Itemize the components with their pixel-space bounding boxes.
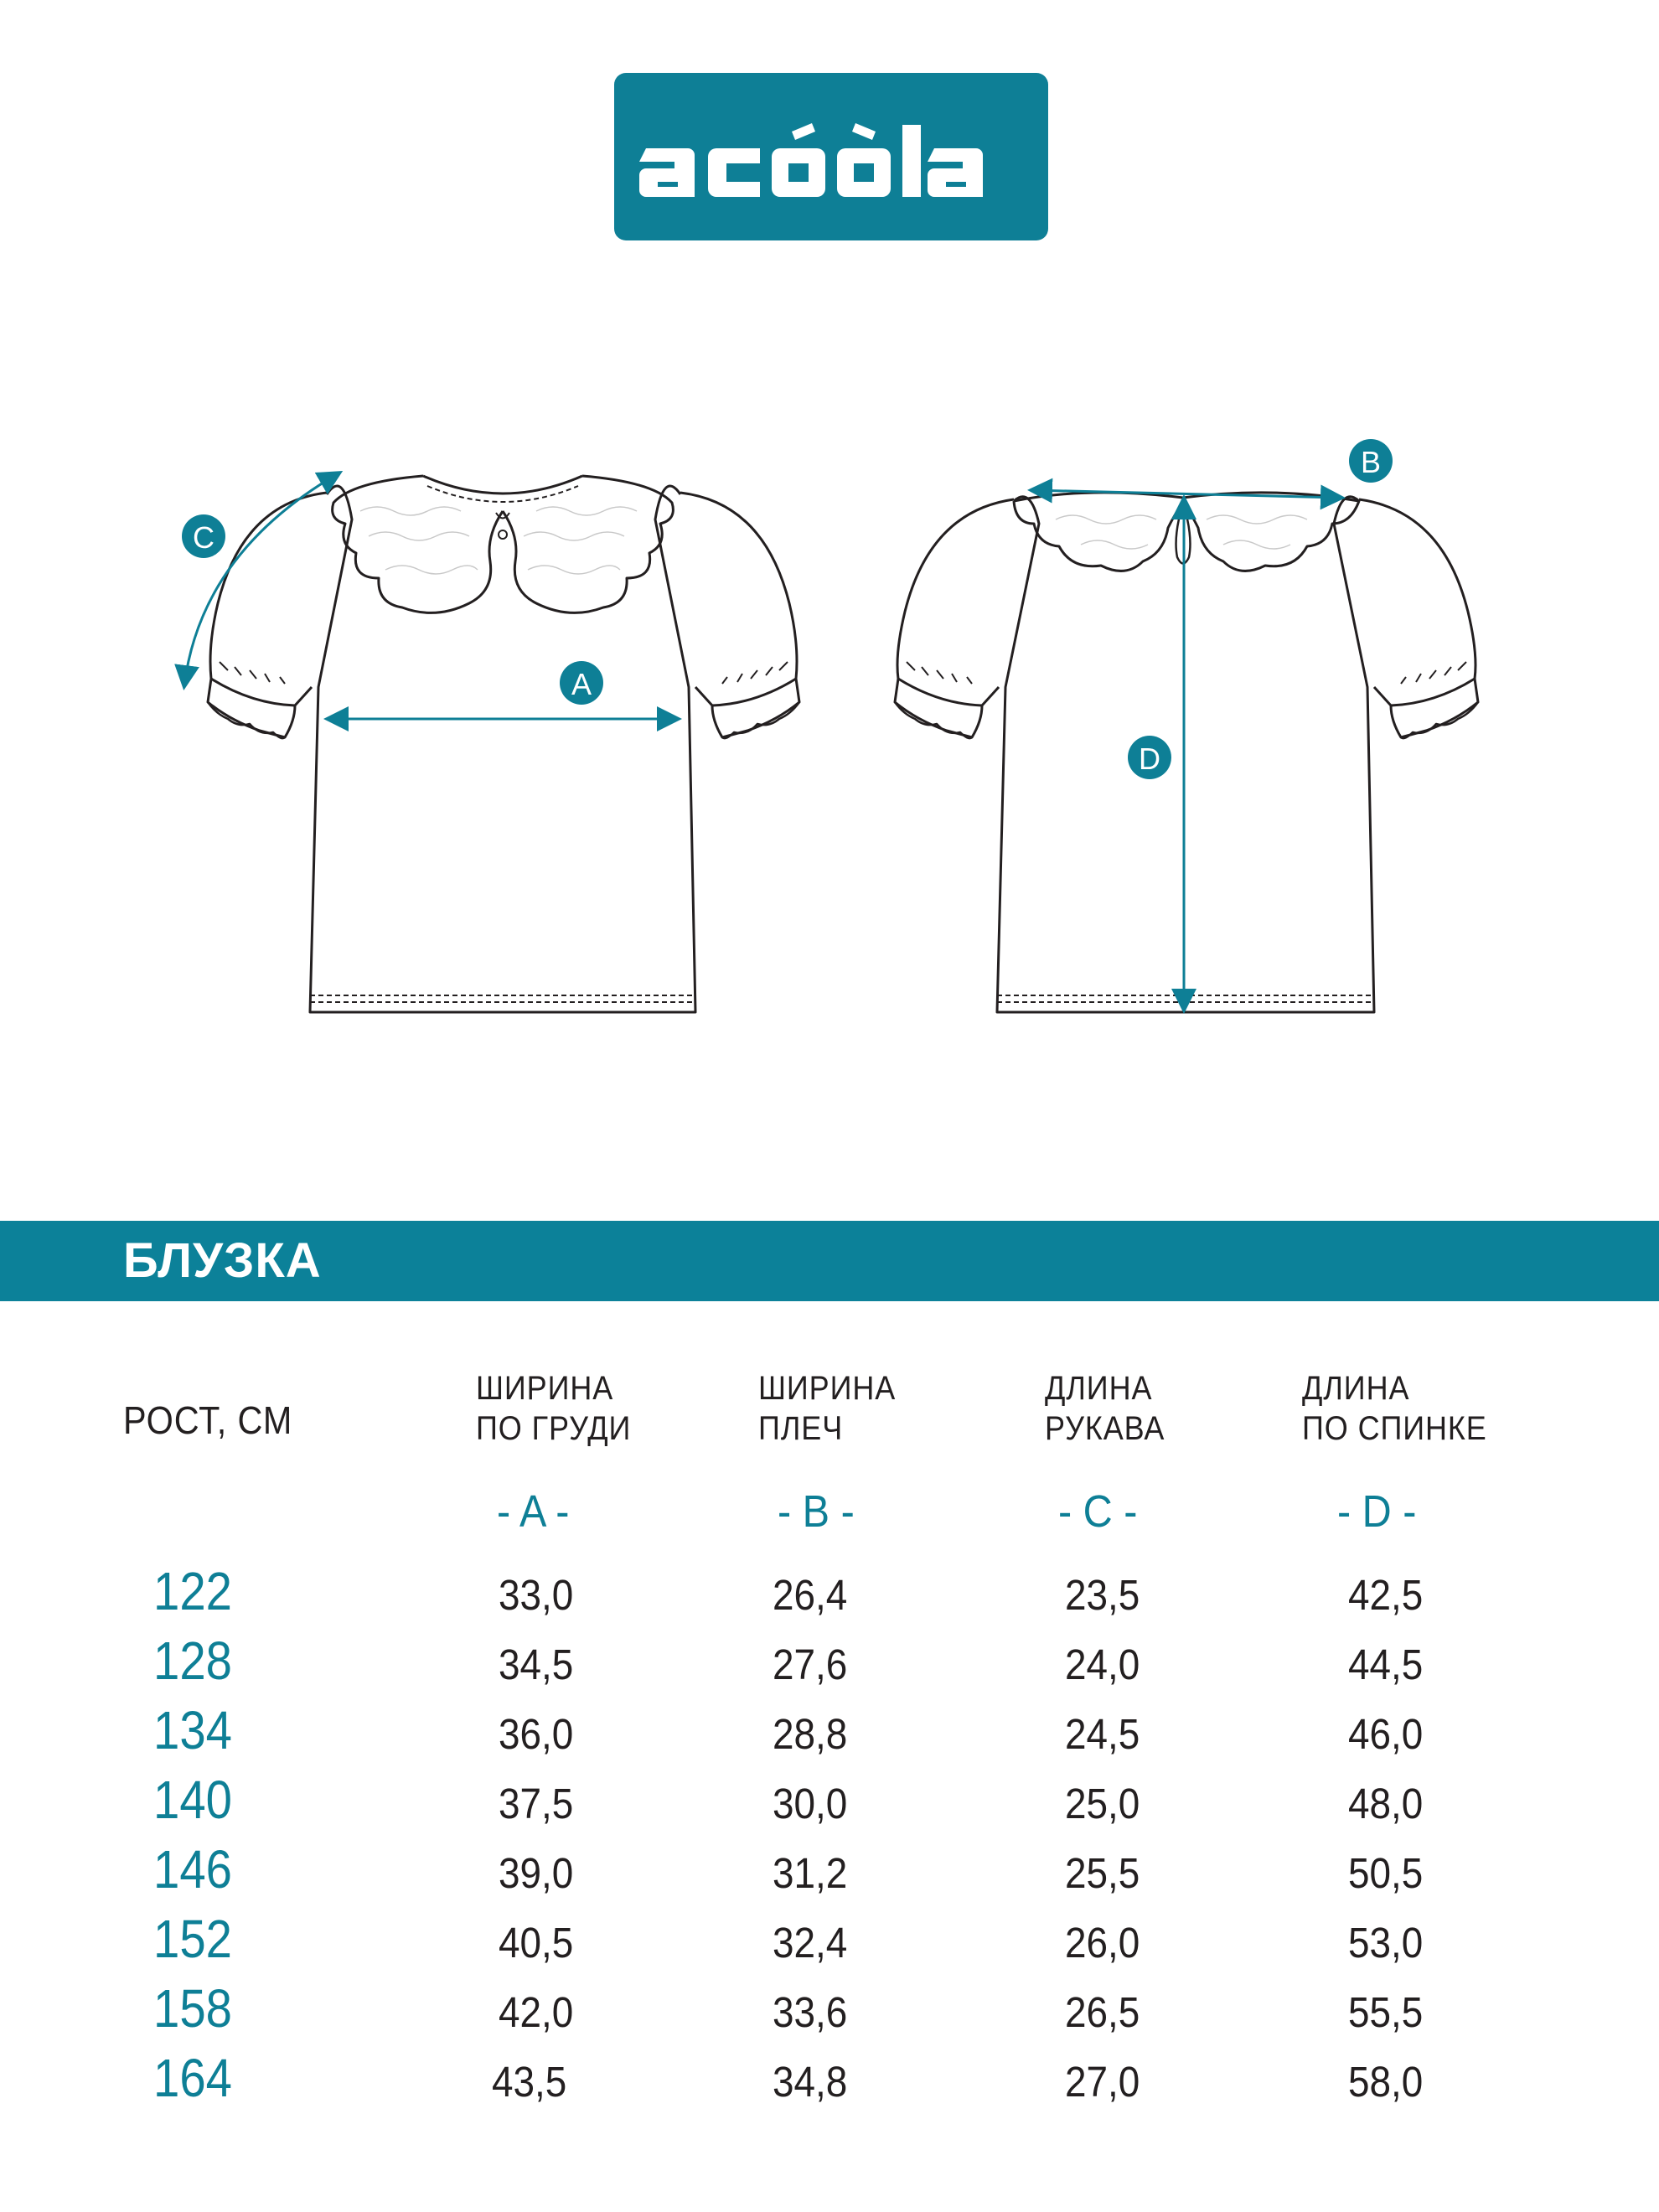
table-cell: 34,8: [773, 2058, 848, 2106]
table-cell: 31,2: [773, 1849, 848, 1897]
table-cell: 43,5: [492, 2058, 567, 2106]
table-cell: 27,0: [1065, 2058, 1140, 2106]
table-cell: 26,4: [773, 1571, 848, 1619]
badge-c: [182, 514, 225, 558]
table-cell: 25,0: [1065, 1780, 1140, 1827]
row-height: 164: [153, 2048, 232, 2108]
column-header-a-line1: ШИРИНА: [476, 1370, 614, 1407]
table-cell: 27,6: [773, 1641, 848, 1688]
table-cell: 53,0: [1348, 1919, 1424, 1967]
garment-technical-drawing: [0, 0, 1659, 1089]
column-header-c-line2: РУКАВА: [1045, 1410, 1165, 1447]
table-cell: 44,5: [1348, 1641, 1424, 1688]
row-height: 158: [153, 1978, 232, 2039]
table-cell: 40,5: [499, 1919, 574, 1967]
table-cell: 23,5: [1065, 1571, 1140, 1619]
column-header-d-line2: ПО СПИНКЕ: [1302, 1410, 1487, 1447]
table-cell: 34,5: [499, 1641, 574, 1688]
table-cell: 30,0: [773, 1780, 848, 1827]
badge-c-label: C: [193, 520, 214, 555]
table-cell: 26,5: [1065, 1988, 1140, 2036]
table-cell: 25,5: [1065, 1849, 1140, 1897]
column-header-a-line2: ПО ГРУДИ: [476, 1410, 632, 1447]
badge-d: [1128, 736, 1171, 779]
badge-b: [1349, 439, 1393, 483]
row-height: 140: [153, 1770, 232, 1830]
table-cell: 24,0: [1065, 1641, 1140, 1688]
column-header-d-line1: ДЛИНА: [1302, 1370, 1410, 1407]
dimension-lines: [184, 473, 1341, 1009]
table-cell: 28,8: [773, 1710, 848, 1758]
front-view: [208, 476, 799, 1012]
table-cell: 24,5: [1065, 1710, 1140, 1758]
badge-a: [560, 661, 603, 705]
table-cell: 36,0: [499, 1710, 574, 1758]
table-cell: 42,5: [1348, 1571, 1424, 1619]
column-code-a: - A -: [497, 1486, 570, 1537]
row-height: 152: [153, 1909, 232, 1969]
column-code-b: - B -: [778, 1486, 855, 1537]
table-cell: 37,5: [499, 1780, 574, 1827]
table-cell: 55,5: [1348, 1988, 1424, 2036]
product-title: БЛУЗКА: [123, 1233, 322, 1288]
badge-d-label: D: [1139, 742, 1160, 776]
back-view: [895, 493, 1478, 1012]
row-height: 122: [153, 1561, 232, 1621]
table-cell: 39,0: [499, 1849, 574, 1897]
table-cell: 48,0: [1348, 1780, 1424, 1827]
table-cell: 32,4: [773, 1919, 848, 1967]
table-cell: 50,5: [1348, 1849, 1424, 1897]
badge-a-label: A: [571, 667, 592, 701]
table-cell: 33,6: [773, 1988, 848, 2036]
row-height: 146: [153, 1839, 232, 1899]
table-cell: 26,0: [1065, 1919, 1140, 1967]
badge-b-label: B: [1360, 445, 1382, 479]
column-header-b-line2: ПЛЕЧ: [758, 1410, 844, 1447]
table-cell: 33,0: [499, 1571, 574, 1619]
row-height: 128: [153, 1631, 232, 1691]
dimension-line-c: [184, 473, 339, 685]
column-code-c: - C -: [1058, 1486, 1138, 1537]
table-cell: 46,0: [1348, 1710, 1424, 1758]
row-height: 134: [153, 1700, 232, 1760]
column-header-c-line1: ДЛИНА: [1045, 1370, 1153, 1407]
table-cell: 58,0: [1348, 2058, 1424, 2106]
height-column-header: РОСТ, СМ: [123, 1398, 293, 1442]
column-code-d: - D -: [1337, 1486, 1417, 1537]
column-header-b-line1: ШИРИНА: [758, 1370, 897, 1407]
table-cell: 42,0: [499, 1988, 574, 2036]
